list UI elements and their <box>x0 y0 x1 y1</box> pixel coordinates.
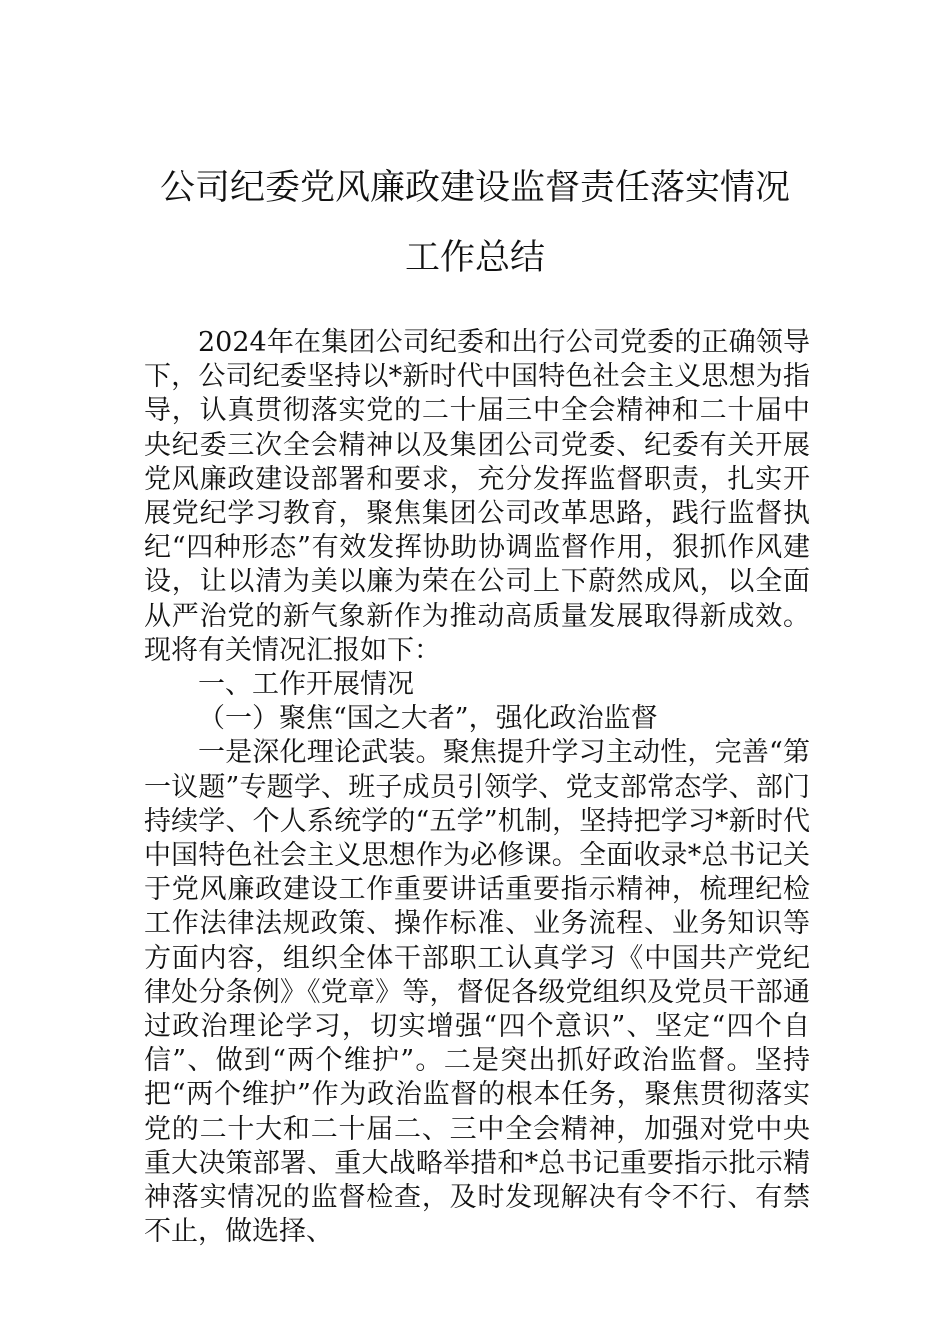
subsection-heading: （一）聚焦“国之大者”，强化政治监督 <box>198 703 658 735</box>
body-paragraph: 一是深化理论武装。聚焦提升学习主动性，完善“第一议题”专题学、班子成员引领学、党支部常态学、部门持续学、个人系统学的“五学”机制，坚持把学习*新时代中国特色社会主义思想作为必修课。全面收录*总书记关于党风廉政建设工作重要讲话重要指示精神，梳理纪检工作法律法规政策、操作标准、业务流程、业务知识等方面内容，组织全体干部职工认真学习《中国共产党纪律处分条例》《党章》等，督促各级党组织及党员干部通过政治理论学习，切实增强“四个意识”、坚定“四个自信”、做到“两个维护”。二是突出抓好政治监督。坚持把“两个维护”作为政治监督的根本任务，聚焦贯彻落实党的二十大和二十届二、三中全会精神，加强对党中央重大决策部署、重大战略举措和*总书记重要指示批示精神落实情况的监督检查，及时发现解决有令不行、有禁不止，做选择、 <box>144 737 810 1248</box>
intro-paragraph: 2024年在集团公司纪委和出行公司党委的正确领导下，公司纪委坚持以*新时代中国特色社会主义思想为指导，认真贯彻落实党的二十届三中全会精神和二十届中央纪委三次全会精神以及集团公司党委、纪委有关开展党风廉政建设部署和要求，充分发挥监督职责，扎实开展党纪学习教育，聚焦集团公司改革思路，践行监督执纪“四种形态”有效发挥协助协调监督作用，狠抓作风建设，让以清为美以廉为荣在公司上下蔚然成风，以全面从严治党的新气象新作为推动高质量发展取得新成效。现将有关情况汇报如下： <box>144 327 810 666</box>
document-body <box>144 326 810 1249</box>
document-title-line1: 公司纪委党风廉政建设监督责任落实情况 <box>159 168 790 208</box>
section-heading: 一、工作开展情况 <box>198 669 414 701</box>
document-title-line2: 工作总结 <box>404 238 545 278</box>
